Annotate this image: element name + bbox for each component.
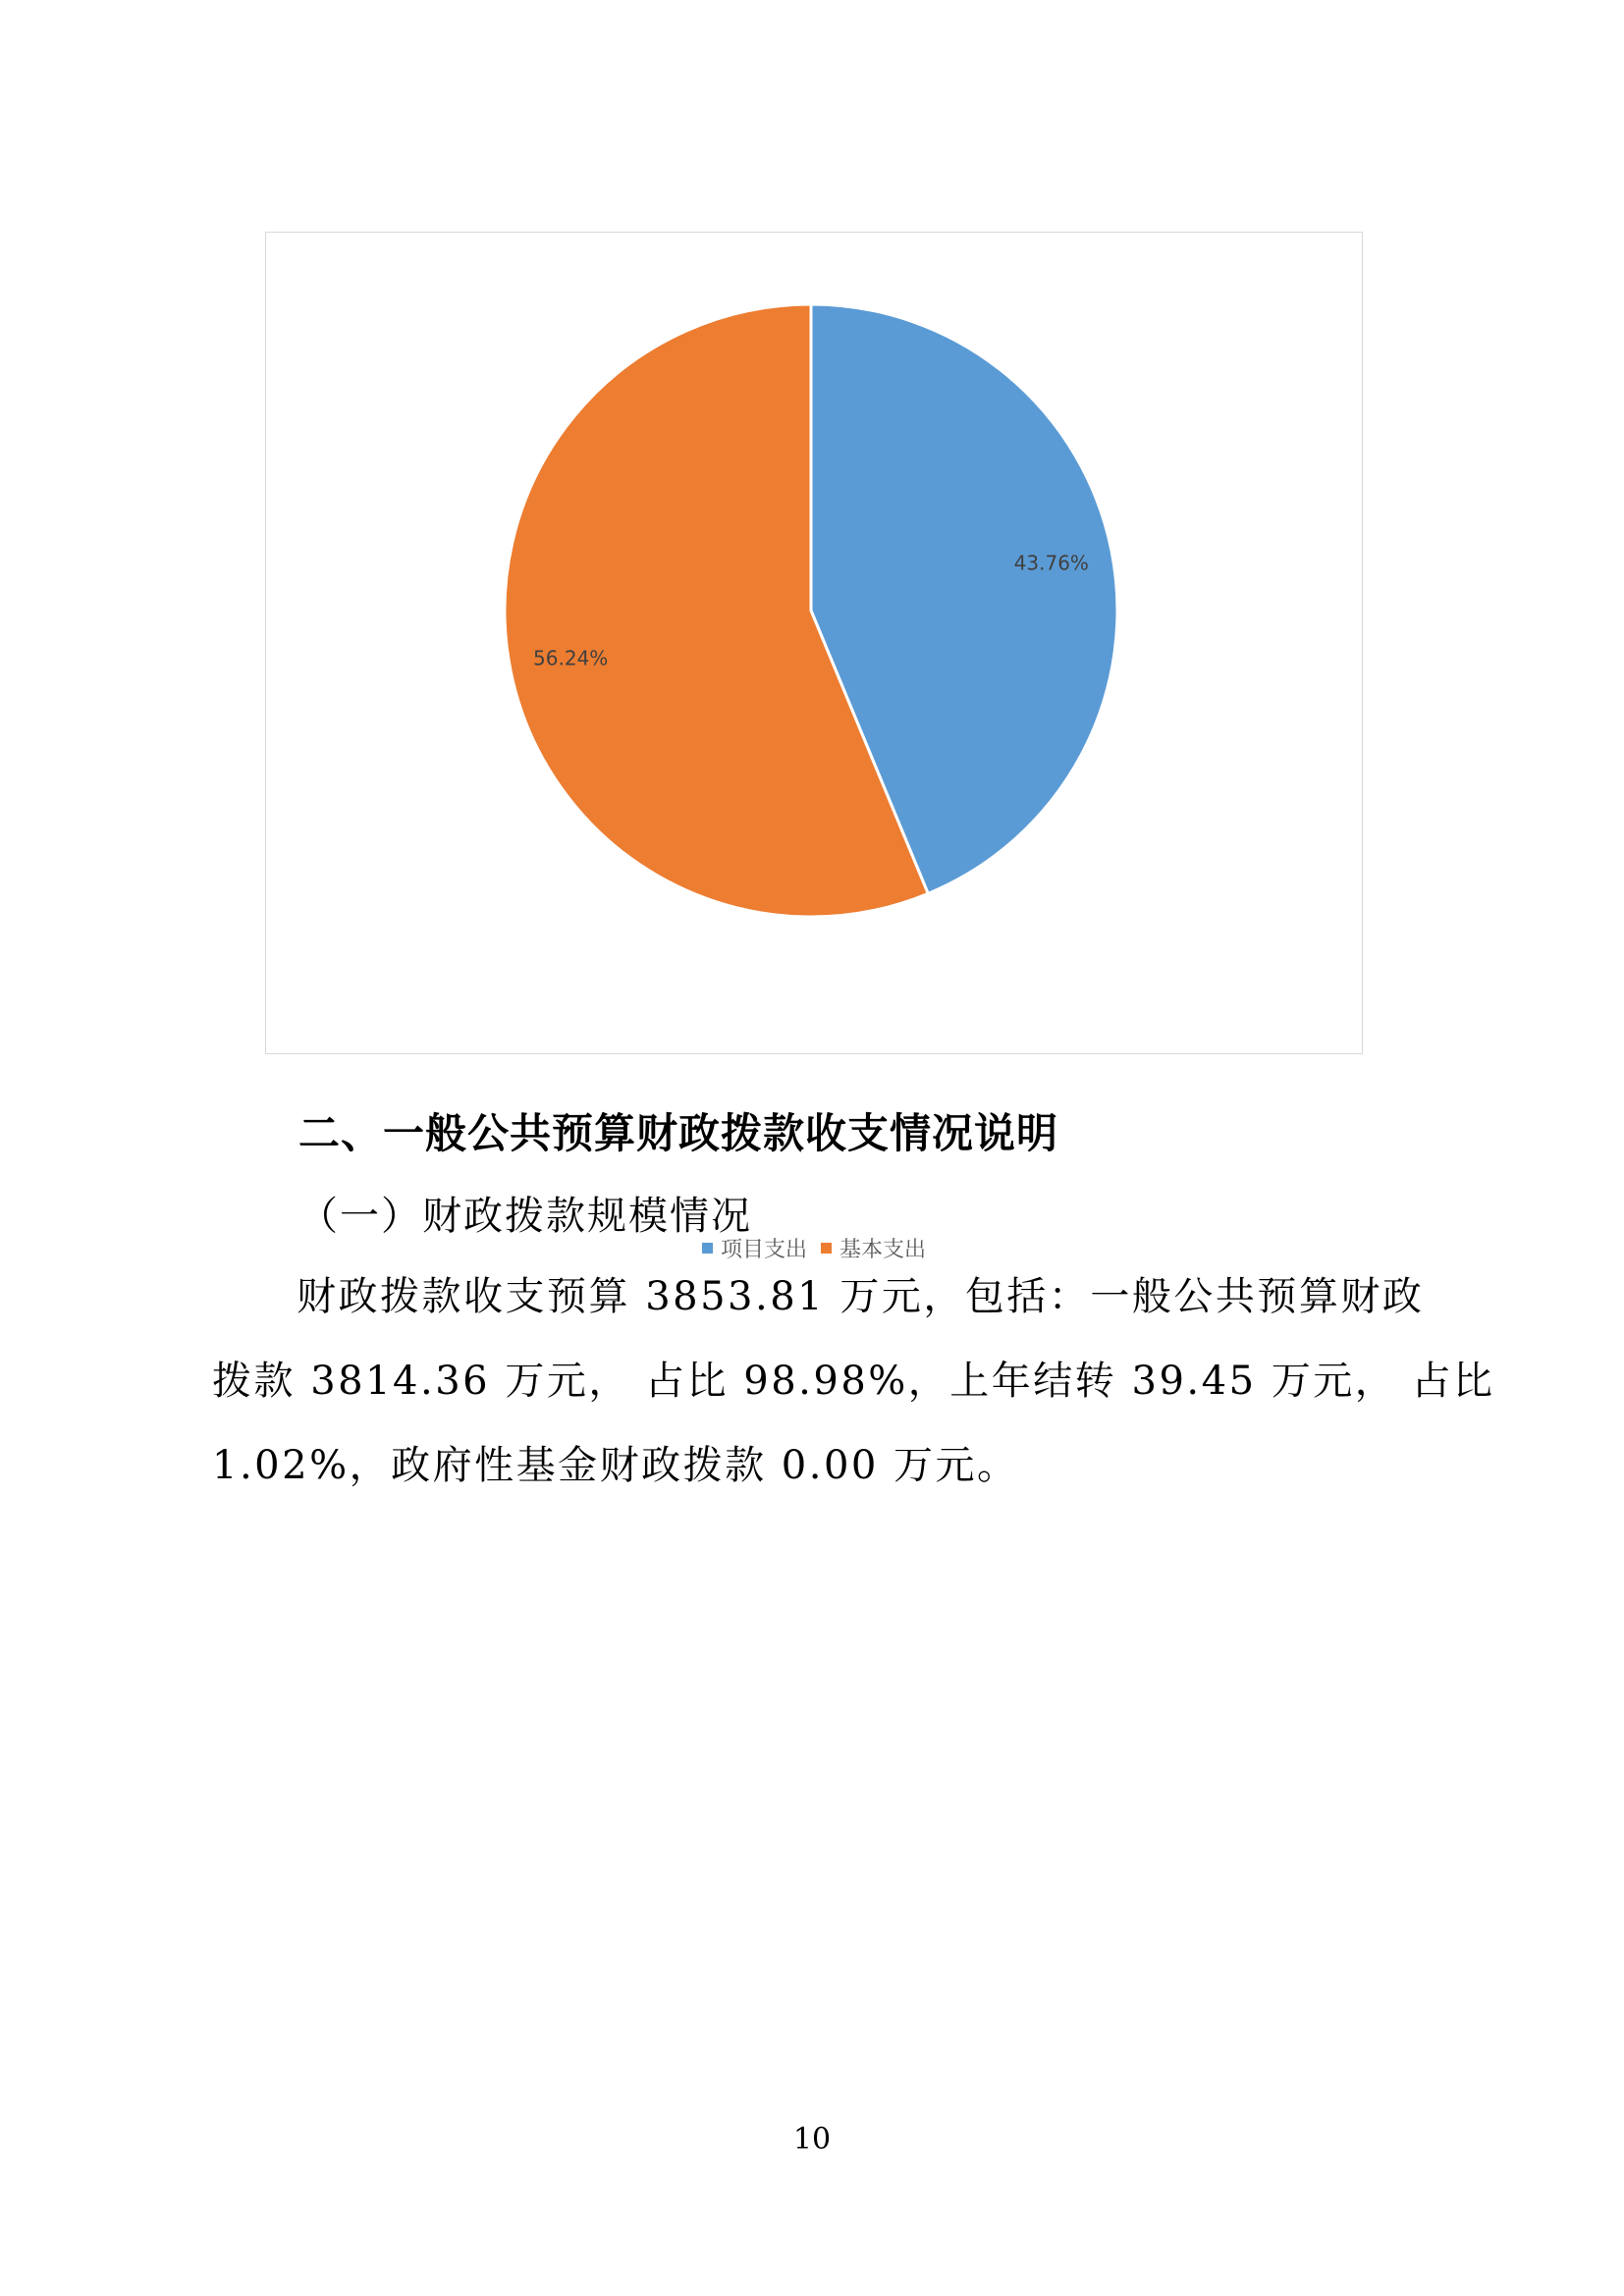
legend-label-basic: 基本支出 — [839, 1237, 927, 1262]
pie-data-label-1: 56.24% — [533, 646, 609, 670]
body-paragraph — [212, 1255, 1495, 1508]
pie-data-label-0: 43.76% — [1013, 551, 1089, 575]
legend-swatch-project — [702, 1243, 713, 1254]
legend-swatch-basic — [821, 1243, 832, 1254]
paragraph-line: 拨款 3814.36 万元， 占比 98.98%，上年结转 39.45 万元， 占比 — [212, 1359, 1495, 1404]
paragraph-line: 1.02%，政府性基金财政拨款 0.00 万元。 — [212, 1443, 1019, 1488]
page-number: 10 — [792, 2122, 832, 2157]
legend-label-project: 项目支出 — [720, 1237, 807, 1262]
pie-chart-canvas — [266, 233, 1364, 1055]
subsection-heading: （一）财政拨款规模情况 — [298, 1194, 752, 1239]
paragraph-line: 财政拨款收支预算 3853.81 万元，包括：一般公共预算财政 — [297, 1274, 1425, 1319]
section-heading: 二、一般公共预算财政拨款收支情况说明 — [298, 1109, 1059, 1157]
